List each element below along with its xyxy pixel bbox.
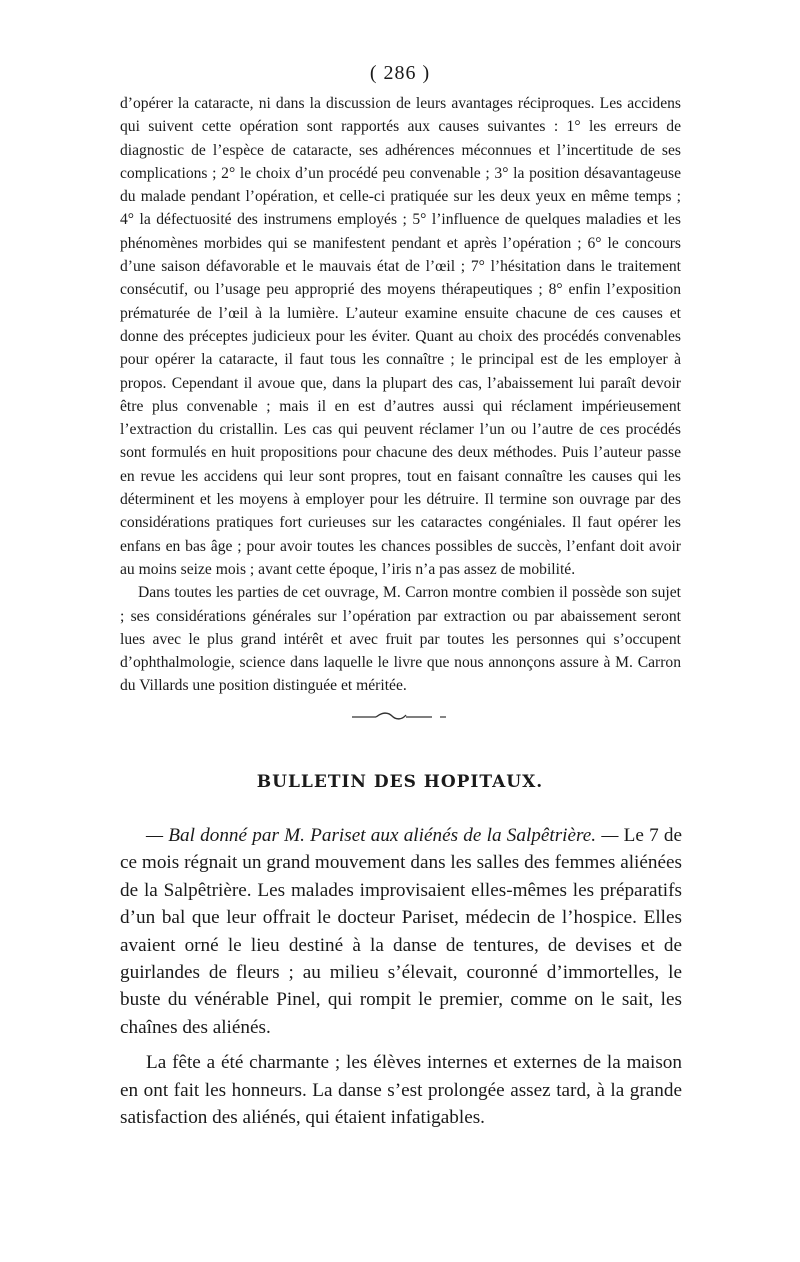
bulletin-paragraph-1-body: Le 7 de ce mois régnait un grand mouvement dans les salles des femmes aliénées de la Salpêtrière. Les malades improvisaient elles-mêmes les préparatifs d’un bal que leur offrait le docteur Pariset, médecin de l’hospice. Elles avaient orné le lieu destiné à la danse de tentures, de devises et de guirlandes de fleurs ; au milieu s’élevait, couronné d’immortelles, le buste du vénérable Pinel, qui rompit le premier, comme on le sait, les chaînes des aliénés.: [120, 825, 682, 1038]
bulletin-paragraph-1: [120, 822, 682, 1041]
section-title: BULLETIN DES HOPITAUX.: [256, 772, 544, 792]
review-paragraph-1: d’opérer la cataracte, ni dans la discussion de leurs avantages réciproques. Les accidens qui suivent cette opération sont rapportés aux causes suivantes : 1° les erreurs de diagnostic de l’espèce de cataracte, ses adhérences méconnues et l’incertitude de ses complications ; 2° le choix d’un procédé peu convenable ; 3° la position désavantageuse du malade pendant l’opération, et celle-ci pratiquée sur les deux yeux en même temps ; 4° la défectuosité des instrumens employés ; 5° l’influence de quelques maladies et les phénomènes morbides qui se manifestent pendant et après l’opération ; 6° le concours d’une saison défavorable et le mauvais état de l’œil ; 7° l’hésitation dans le traitement consécutif, ou l’usage peu approprié des moyens thérapeutiques ; 8° enfin l’exposition prématurée de l’œil à la lumière. L’auteur examine ensuite chacune de ces causes et donne des préceptes judicieux pour les éviter. Quant au choix des procédés convenables pour opérer la cataracte, il faut tous les connaître ; le principal est de les employer à propos. Cependant il avoue que, dans la plupart des cas, l’abaissement lui paraît devoir être plus convenable ; mais il en est d’autres aussi qui réclament impérieusement l’extraction du cristallin. Les cas qui peuvent réclamer l’un ou l’autre de ces procédés sont formulés en huit propositions pour chacune des deux méthodes. Puis l’auteur passe en revue les accidens qui leur sont propres, tout en faisant connaître les causes qui les déterminent et les moyens à employer pour les détruire. Il termine son ouvrage par des considérations pratiques fort curieuses sur les cataractes congéniales. Il faut opérer les enfans en bas âge ; pour avoir toutes les chances possibles de succès, l’enfant doit avoir au moins seize mois ; avant cette époque, l’iris n’a pas assez de mobilité.: [120, 95, 681, 578]
page-number: ( 286 ): [369, 62, 431, 84]
bulletin-text: [120, 822, 682, 1131]
ornamental-divider: [0, 708, 800, 724]
bulletin-paragraph-2: La fête a été charmante ; les élèves internes et externes de la maison en ont fait les honneurs. La danse s’est prolongée assez tard, à la grande satisfaction des aliénés, qui étaient infatigables.: [120, 1052, 682, 1129]
bulletin-item-title: — Bal donné par M. Pariset aux aliénés de la Salpêtrière. —: [146, 825, 619, 846]
review-paragraph-2: Dans toutes les parties de cet ouvrage, M. Carron montre combien il possède son sujet ; ses considérations générales sur l’opération par extraction ou par abaissement seront lues avec le plus grand intérêt et avec fruit par toutes les personnes qui s’occupent d’ophthalmologie, science dans laquelle le livre que nous annonçons assure à M. Carron du Villards une position distinguée et méritée.: [120, 584, 681, 695]
book-review-text: [120, 92, 681, 698]
